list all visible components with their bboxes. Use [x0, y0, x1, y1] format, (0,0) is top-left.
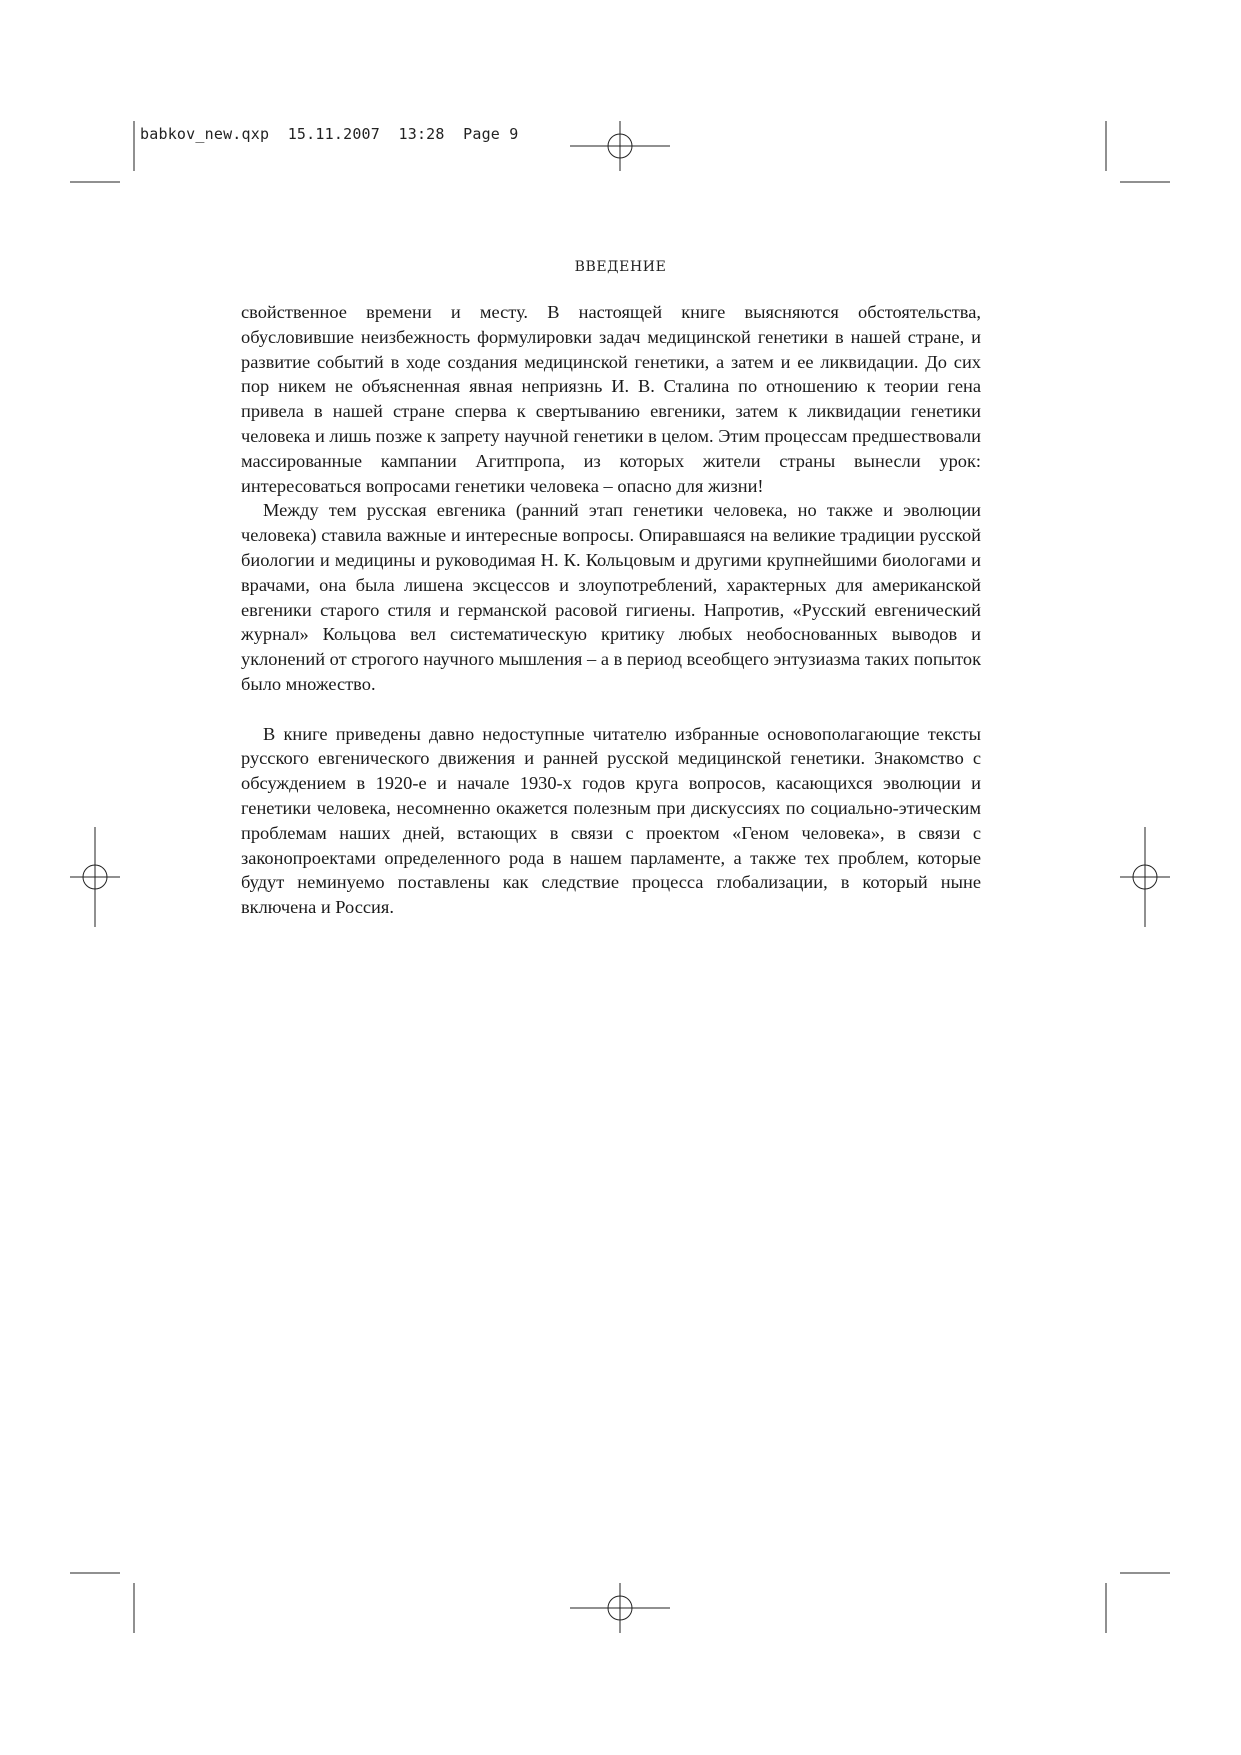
- slug-page: Page 9: [463, 125, 519, 143]
- registration-mark-bottom: [570, 1583, 670, 1633]
- registration-mark-top: [570, 121, 670, 171]
- paragraph-1: свойственное времени и месту. В настоящей книге выясняются обстоятельства, обусловившие неизбежность формулировки задач медицинской генетики в нашей стране, и развитие событий в ходе создания медицинской генетики, а затем и ее ликвидации. До сих пор никем не объясненная явная неприязнь И. В. Сталина по отношению к теории гена привела в нашей стране сперва к свертыванию евгеники, затем к ликвидации генетики человека и лишь позже к запрету научной генетики в целом. Этим процессам предшествовали массированные кампании Агитпропа, из которых жители страны вынесли урок: интересоваться вопросами генетики человека – опасно для жизни!: [241, 302, 981, 496]
- paragraph-3: В книге приведены давно недоступные читателю избранные основополагающие тексты русского евгенического движения и ранней русской медицинской генетики. Знакомство с обсуждением в 1920-е и начале 1930-х годов круга вопросов, касающихся эволюции и генетики человека, несомненно окажется полезным при дискуссиях по социально-этическим проблемам наших дней, встающих в связи с проектом «Геном человека», в связи с законопроектами определенного рода в нашем парламенте, а также тех проблем, которые будут неминуемо поставлены как следствие процесса глобализации, в который ныне включена и Россия.: [241, 723, 981, 918]
- slug-time: 13:28: [398, 125, 445, 143]
- body-text: [241, 300, 981, 920]
- slug-filename: babkov_new.qxp: [140, 125, 270, 143]
- registration-mark-left: [70, 827, 120, 927]
- running-head: ВВЕДЕНИЕ: [574, 259, 667, 275]
- paragraph-2: Между тем русская евгеника (ранний этап генетики человека, но также и эволюции человека) ставила важные и интересные вопросы. Опиравшаяся на великие традиции русской биологии и медицины и руководимая Н. К. Кольцовым и другими крупнейшими биологами и врачами, она была лишена эксцессов и злоупотреблений, характерных для американской евгеники старого стиля и германской расовой гигиены. Напротив, «Русский евгенический журнал» Кольцова вел систематическую критику любых необоснованных выводов и уклонений от строгого научного мышления – а в период всеобщего энтузиазма таких попыток было множество.: [241, 500, 981, 694]
- registration-mark-right: [1120, 827, 1170, 927]
- slug-date: 15.11.2007: [287, 125, 381, 143]
